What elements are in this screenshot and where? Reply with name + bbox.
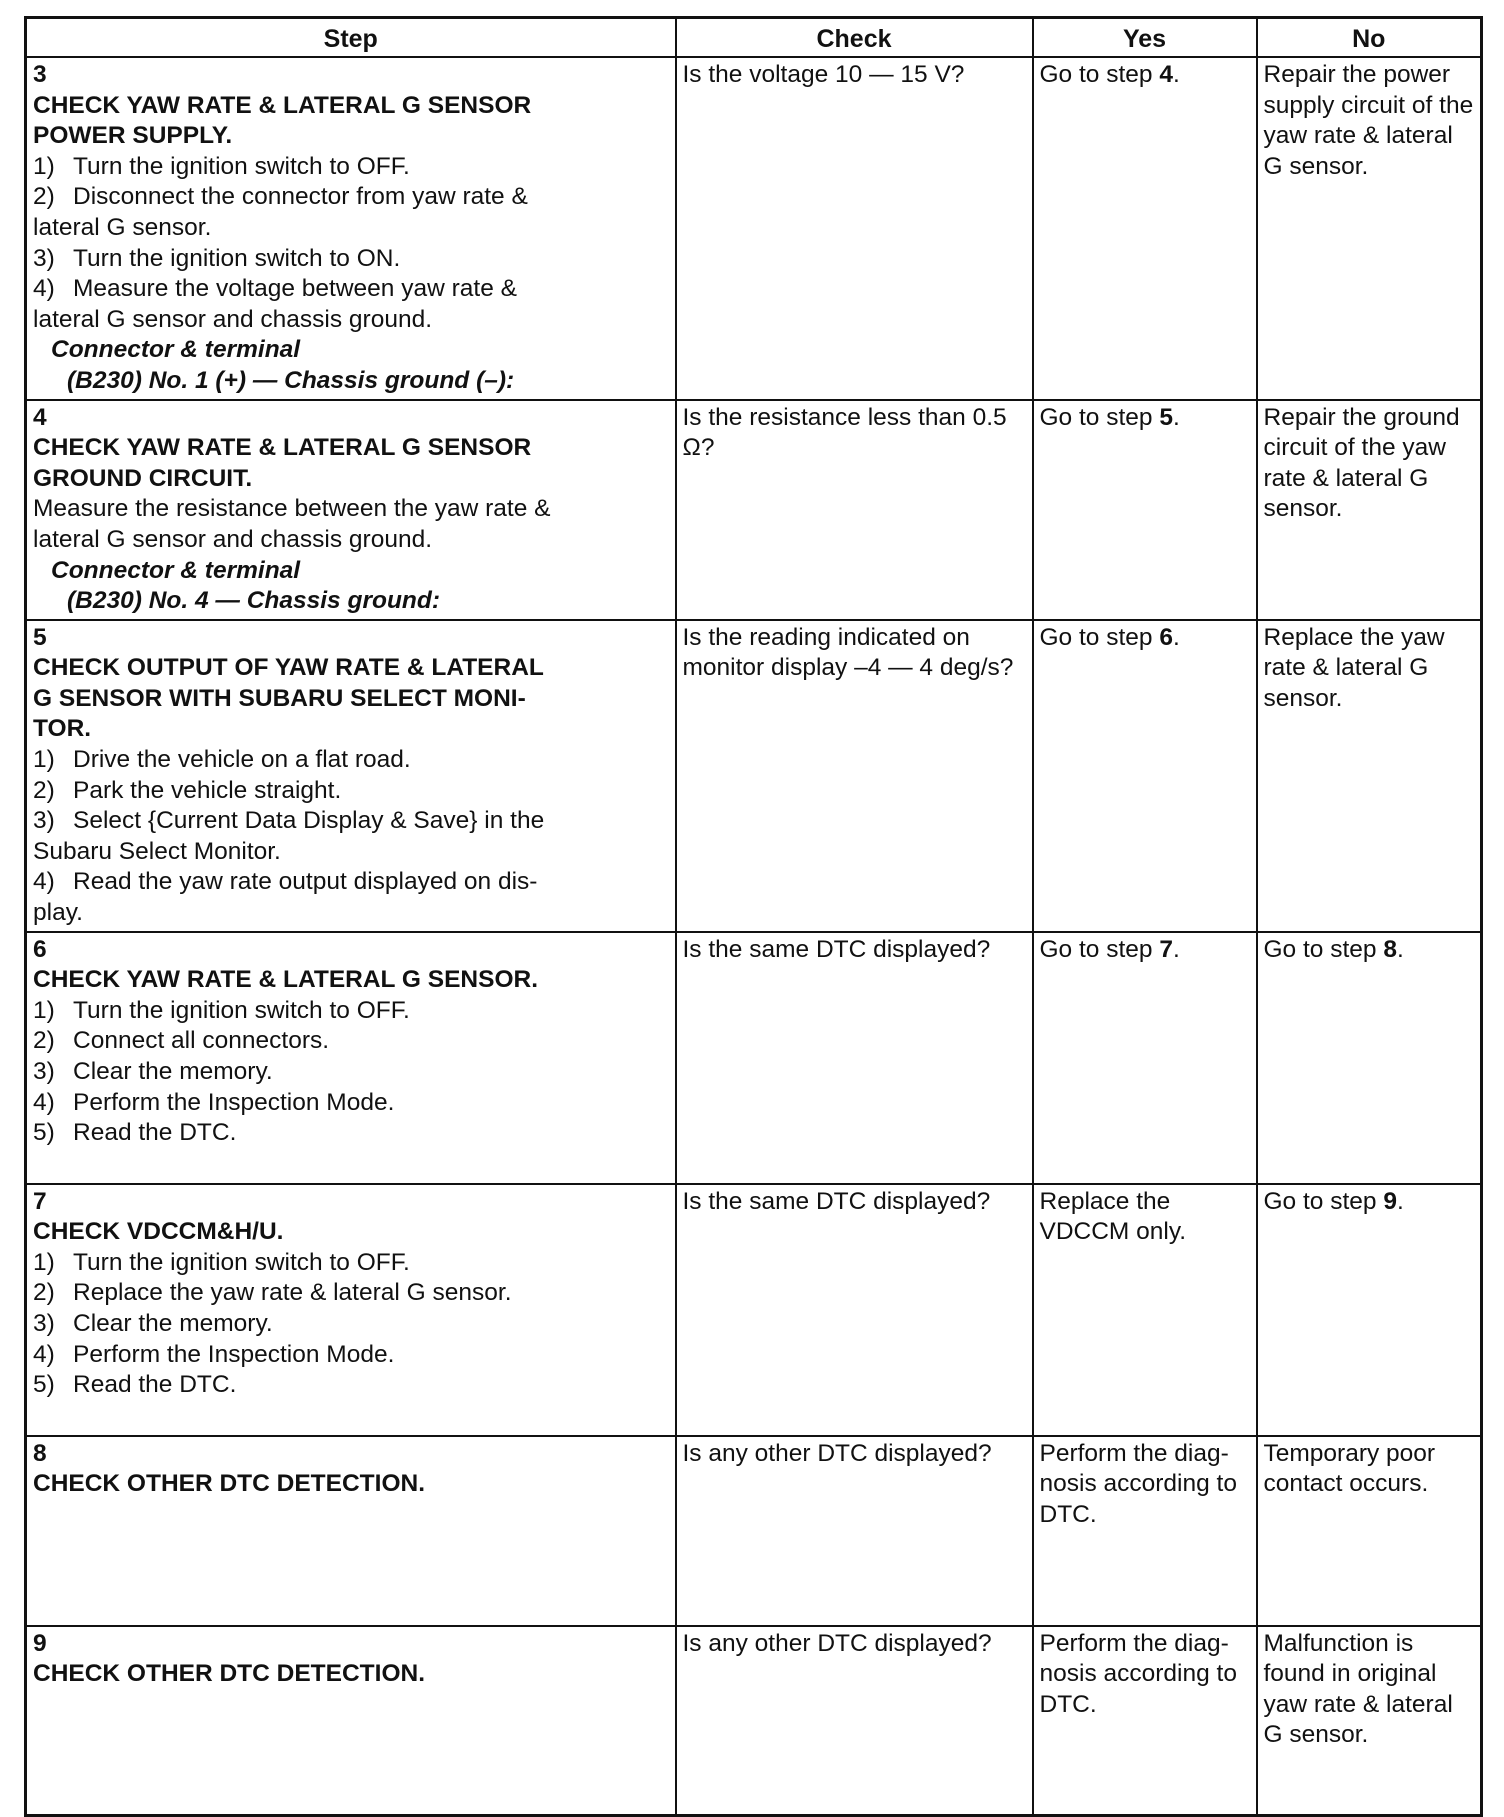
substep: 3) Turn the ignition switch to ON. — [33, 244, 401, 272]
substep: 2) Replace the yaw rate & lateral G sensor. — [33, 1279, 512, 1307]
substep: 2) Connect all connectors. — [33, 1027, 330, 1055]
substep: 1) Turn the ignition switch to OFF. — [33, 1248, 410, 1276]
step-cell — [26, 932, 676, 1184]
check-cell: Is the same DTC displayed? — [676, 1184, 1033, 1436]
yes-cell: Perform the diag-nosis according to DTC. — [1033, 1626, 1257, 1816]
connector-value: (B230) No. 1 (+) — Chassis ground (–): — [67, 366, 515, 394]
step-title: CHECK YAW RATE & LATERAL G SENSOR GROUND CIRCUIT. — [33, 434, 532, 492]
yes-cell: Go to step 5. — [1033, 400, 1257, 620]
substep: 4) Perform the Inspection Mode. — [33, 1088, 395, 1116]
step-body — [33, 1217, 553, 1401]
check-cell: Is the reading indicated on monitor display –4 — 4 deg/s? — [676, 620, 1033, 932]
step-body — [33, 1469, 553, 1500]
connector-value: (B230) No. 4 — Chassis ground: — [67, 587, 441, 615]
no-cell: Go to step 8. — [1257, 932, 1482, 1184]
table-row — [26, 932, 1482, 1184]
step-cell — [26, 400, 676, 620]
substep: 3) Clear the memory. — [33, 1310, 273, 1337]
substep: 1) Drive the vehicle on a flat road. — [33, 746, 411, 774]
header-check: Check — [676, 18, 1033, 58]
check-cell: Is any other DTC displayed? — [676, 1436, 1033, 1626]
substep: 1) Turn the ignition switch to OFF. — [33, 152, 410, 180]
check-cell: Is the same DTC displayed? — [676, 932, 1033, 1184]
step-body — [33, 91, 553, 397]
table-row — [26, 57, 1482, 400]
substep: 4) Measure the voltage between yaw rate & lateral G sensor and chassis ground. — [33, 275, 517, 333]
table-row — [26, 1626, 1482, 1816]
table-row — [26, 620, 1482, 932]
diagnostic-table — [24, 16, 1483, 1817]
yes-cell: Go to step 6. — [1033, 620, 1257, 932]
step-title: CHECK VDCCM&H/U. — [33, 1218, 284, 1246]
step-cell — [26, 57, 676, 400]
substep: 5) Read the DTC. — [33, 1119, 237, 1147]
step-title: CHECK OTHER DTC DETECTION. — [33, 1470, 425, 1498]
header-no: No — [1257, 18, 1482, 58]
step-title: CHECK OTHER DTC DETECTION. — [33, 1660, 425, 1688]
substep: 1) Turn the ignition switch to OFF. — [33, 996, 410, 1024]
step-body — [33, 433, 553, 617]
step-number: 5 — [33, 623, 47, 651]
step-cell — [26, 1626, 676, 1816]
check-cell: Is any other DTC displayed? — [676, 1626, 1033, 1816]
substep: 4) Read the yaw rate output displayed on dis-play. — [33, 868, 538, 927]
step-cell — [26, 1436, 676, 1626]
step-cell — [26, 620, 676, 932]
substep: 2) Disconnect the connector from yaw rate & lateral G sensor. — [33, 183, 528, 241]
table-row — [26, 1436, 1482, 1626]
step-number: 6 — [33, 935, 47, 963]
step-body — [33, 653, 553, 928]
check-cell: Is the voltage 10 — 15 V? — [676, 57, 1033, 400]
step-title: CHECK OUTPUT OF YAW RATE & LATERAL G SENSOR WITH SUBARU SELECT MONI-TOR. — [33, 654, 544, 743]
substep: 2) Park the vehicle straight. — [33, 776, 342, 804]
yes-cell: Perform the diag-nosis according to DTC. — [1033, 1436, 1257, 1626]
connector-label: Connector & terminal — [51, 556, 301, 584]
step-number: 8 — [33, 1439, 47, 1467]
table-row — [26, 1184, 1482, 1436]
table-row — [26, 400, 1482, 620]
no-cell: Replace the yaw rate & lateral G sensor. — [1257, 620, 1482, 932]
step-text: Measure the resistance between the yaw rate & lateral G sensor and chassis ground. — [33, 495, 551, 553]
check-cell: Is the resistance less than 0.5 Ω? — [676, 400, 1033, 620]
no-cell: Temporary poor contact occurs. — [1257, 1436, 1482, 1626]
step-cell — [26, 1184, 676, 1436]
step-number: 9 — [33, 1629, 47, 1657]
connector-label: Connector & terminal — [51, 336, 301, 364]
yes-cell: Replace the VDCCM only. — [1033, 1184, 1257, 1436]
header-yes: Yes — [1033, 18, 1257, 58]
substep: 5) Read the DTC. — [33, 1371, 237, 1399]
step-title: CHECK YAW RATE & LATERAL G SENSOR POWER SUPPLY. — [33, 91, 532, 150]
substep: 4) Perform the Inspection Mode. — [33, 1340, 395, 1368]
header-step: Step — [26, 18, 676, 58]
step-title: CHECK YAW RATE & LATERAL G SENSOR. — [33, 966, 539, 994]
yes-cell: Go to step 4. — [1033, 57, 1257, 400]
step-number: 4 — [33, 403, 47, 431]
header-row — [26, 18, 1482, 58]
no-cell: Malfunction is found in original yaw rate & lateral G sensor. — [1257, 1626, 1482, 1816]
step-number: 7 — [33, 1187, 47, 1215]
yes-cell: Go to step 7. — [1033, 932, 1257, 1184]
no-cell: Repair the ground circuit of the yaw rate & lateral G sensor. — [1257, 400, 1482, 620]
substep: 3) Clear the memory. — [33, 1058, 273, 1085]
no-cell: Go to step 9. — [1257, 1184, 1482, 1436]
step-body — [33, 965, 553, 1149]
step-number: 3 — [33, 61, 47, 88]
step-body — [33, 1659, 553, 1690]
no-cell: Repair the power supply circuit of the yaw rate & lateral G sensor. — [1257, 57, 1482, 400]
substep: 3) Select {Current Data Display & Save} in the Subaru Select Monitor. — [33, 807, 545, 865]
